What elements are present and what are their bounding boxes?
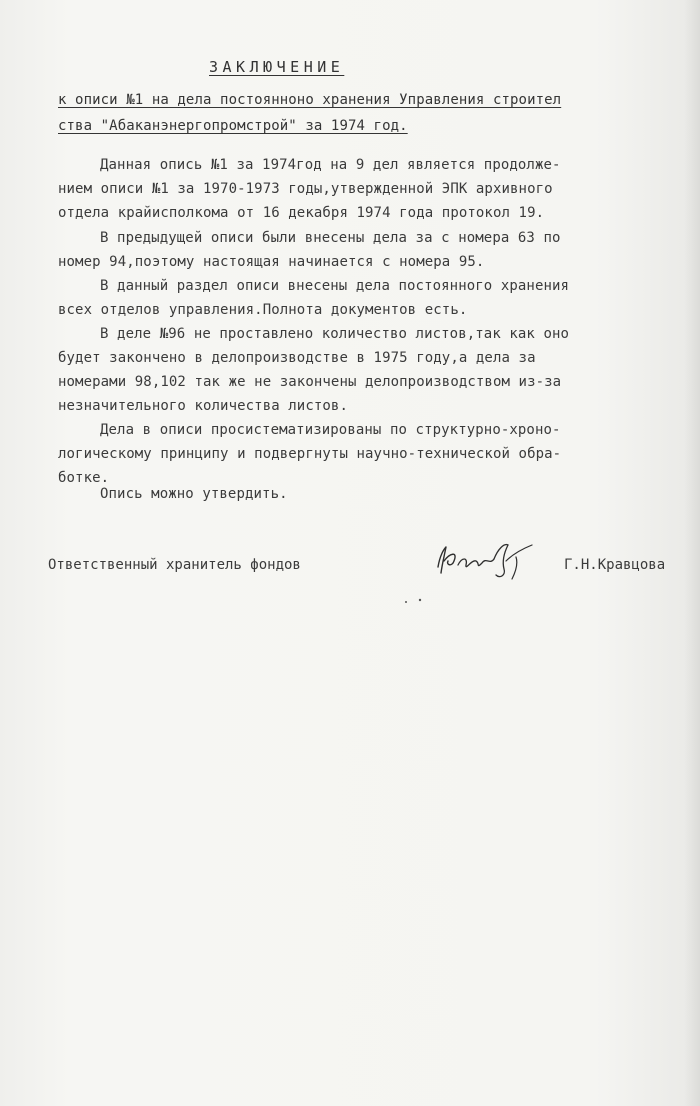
- body-line-12: Дела в описи просистематизированы по структурно-хроно-: [100, 422, 561, 438]
- document-title: ЗАКЛЮЧЕНИЕ: [209, 58, 345, 76]
- handwritten-signature: [432, 535, 542, 585]
- body-line-14: ботке.: [58, 470, 110, 486]
- ink-specks: [400, 596, 430, 608]
- signer-title: Ответственный хранитель фондов: [48, 557, 301, 573]
- body-line-4: В предыдущей описи были внесены дела за с номера 63 по: [100, 230, 561, 246]
- body-line-2: нием описи №1 за 1970-1973 годы,утвержденной ЭПК архивного: [58, 181, 553, 197]
- body-line-11: незначительного количества листов.: [58, 398, 348, 414]
- body-line-15: Опись можно утвердить.: [100, 486, 288, 502]
- body-line-10: номерами 98,102 так же не закончены делопроизводством из-за: [58, 374, 562, 390]
- subtitle-line-2: ства "Абаканэнергопромстрой" за 1974 год.: [58, 118, 408, 134]
- body-line-5: номер 94,поэтому настоящая начинается с номера 95.: [58, 254, 485, 270]
- body-line-3: отдела крайисполкома от 16 декабря 1974 года протокол 19.: [58, 205, 545, 221]
- body-line-1: Данная опись №1 за 1974год на 9 дел является продолже-: [100, 157, 561, 173]
- body-line-8: В деле №96 не проставлено количество листов,так как оно: [100, 326, 570, 342]
- subtitle-line-1: к описи №1 на дела постояннонo хранения Управления строител: [58, 92, 562, 108]
- body-line-7: всех отделов управления.Полнота документов есть.: [58, 302, 468, 318]
- signer-name: Г.Н.Кравцова: [564, 557, 666, 573]
- body-line-13: логическому принципу и подвергнуты научно-технической обра-: [58, 446, 562, 462]
- paper-edge-shadow: [684, 0, 700, 1106]
- body-line-9: будет закончено в делопроизводстве в 1975 году,а дела за: [58, 350, 536, 366]
- body-line-6: В данный раздел описи внесены дела постоянного хранения: [100, 278, 570, 294]
